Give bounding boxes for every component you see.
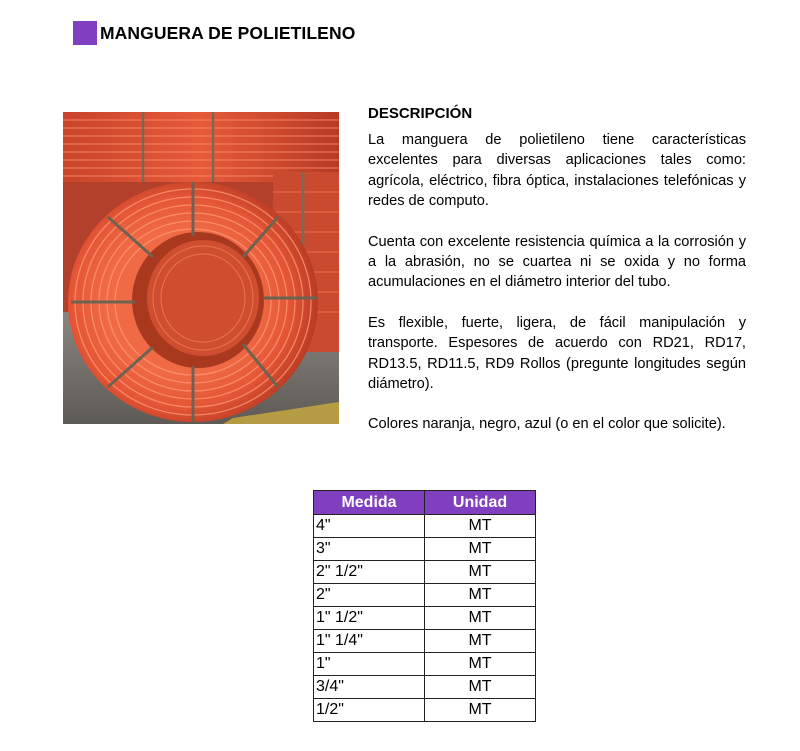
medida-cell: 3" [314, 538, 425, 561]
table-row [314, 630, 536, 653]
table-row [314, 584, 536, 607]
unidad-cell: MT [425, 676, 536, 699]
medida-cell: 1/2" [314, 699, 425, 722]
table-row [314, 676, 536, 699]
medida-cell: 3/4" [314, 676, 425, 699]
table-row [314, 515, 536, 538]
column-header-unidad: Unidad [425, 491, 536, 515]
column-header-medida: Medida [314, 491, 425, 515]
page-header [73, 20, 355, 46]
description-paragraph: Cuenta con excelente resistencia química a la corrosión y a la abrasión, no se cuartea ni se oxida y no forma acumulaciones en el diámetro interior del tubo. [368, 233, 746, 291]
unidad-cell: MT [425, 630, 536, 653]
table-row [314, 699, 536, 722]
medida-cell: 1" 1/4" [314, 630, 425, 653]
medida-cell: 1" [314, 653, 425, 676]
description-heading: DESCRIPCIÓN [368, 105, 473, 122]
title-accent-square [73, 21, 97, 45]
table-row [314, 538, 536, 561]
table-row [314, 653, 536, 676]
medida-cell: 1" 1/2" [314, 607, 425, 630]
medida-cell: 2" [314, 584, 425, 607]
unidad-cell: MT [425, 653, 536, 676]
product-photo [63, 112, 339, 424]
medida-cell: 2" 1/2" [314, 561, 425, 584]
unidad-cell: MT [425, 699, 536, 722]
table-row [314, 561, 536, 584]
unidad-cell: MT [425, 584, 536, 607]
measurements-table [313, 490, 536, 722]
unidad-cell: MT [425, 538, 536, 561]
description-paragraph: Colores naranja, negro, azul (o en el color que solicite). [368, 416, 726, 433]
medida-cell: 4" [314, 515, 425, 538]
description-paragraph: Es flexible, fuerte, ligera, de fácil manipulación y transporte. Espesores de acuerdo con RD21, RD17, RD13.5, RD11.5, RD9 Rollos (pregunte longitudes según diámetro). [368, 314, 746, 393]
description-section [368, 104, 746, 455]
description-paragraph: La manguera de polietileno tiene características excelentes para diversas aplicaciones tales como: agrícola, eléctrico, fibra óptica, instalaciones telefónicas y redes de computo. [368, 132, 746, 210]
unidad-cell: MT [425, 515, 536, 538]
table-row [314, 607, 536, 630]
page-title: MANGUERA DE POLIETILENO [100, 22, 356, 43]
unidad-cell: MT [425, 607, 536, 630]
table-header-row [314, 491, 536, 515]
unidad-cell: MT [425, 561, 536, 584]
